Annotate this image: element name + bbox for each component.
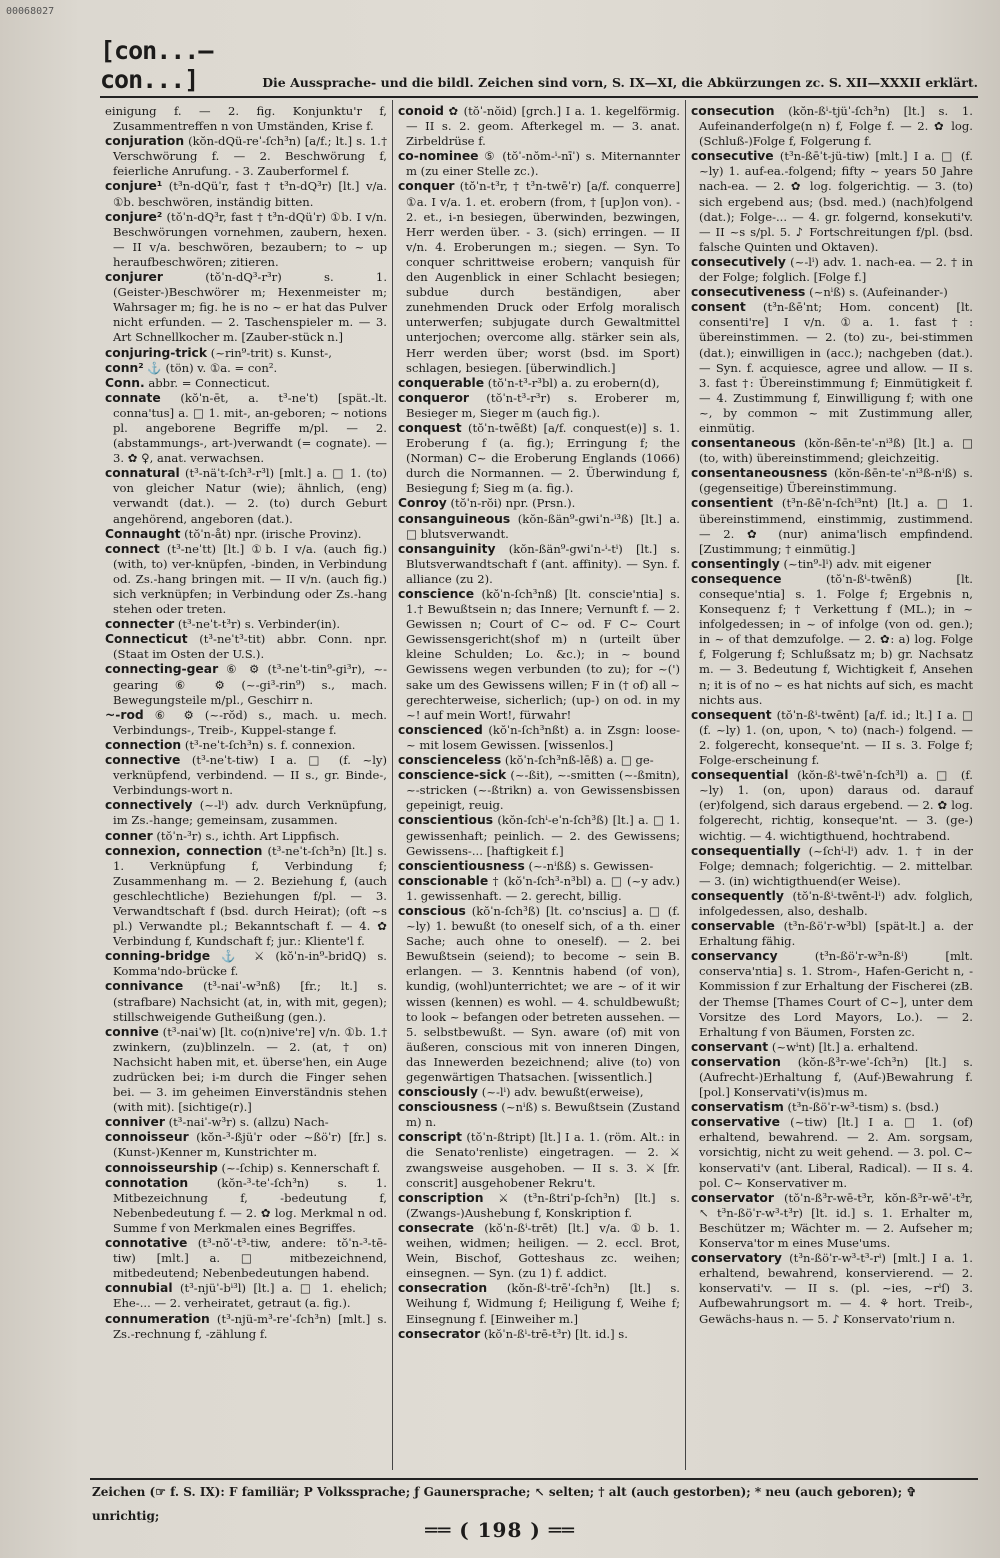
dictionary-entry bbox=[398, 874, 680, 904]
entry-headword: consequential bbox=[691, 768, 789, 783]
dictionary-entry bbox=[105, 979, 387, 1024]
entry-headword: consentingly bbox=[691, 556, 780, 571]
dictionary-entry bbox=[105, 104, 387, 134]
entry-definition: (~nⁱß) s. Bewußtsein (Zustand m) n. bbox=[406, 1100, 680, 1130]
entry-headword: consentaneousness bbox=[691, 466, 828, 481]
dictionary-entry bbox=[105, 1312, 387, 1342]
entry-headword: consecution bbox=[691, 104, 775, 118]
dictionary-entry bbox=[105, 210, 387, 270]
entry-definition: einigung f. — 2. fig. Konjunktu'r f, Zusammentreffen n von Umständen, Krise f. bbox=[105, 104, 387, 134]
entry-definition: (tŏˈn-ß³r-wē-t³r, kŏn-ß³r-wēˈ-t³r, ↖ t³n-ßöˈr-w³-t³r) [lt. id.] s. 1. Erhalter m, Beschützer m; Wächter m. — 2. Aufseher m; Konserva'tor m eines Muse'ums. bbox=[699, 1190, 973, 1251]
entry-headword: connective bbox=[105, 753, 181, 768]
entry-headword: conservative bbox=[691, 1115, 780, 1130]
entry-headword: connatural bbox=[105, 466, 180, 481]
dictionary-entry bbox=[105, 1161, 387, 1176]
entry-definition: (t³n-ßöˈr-w³bl) [spät-lt.] a. der Erhaltung fähig. bbox=[699, 919, 973, 949]
entry-definition: (t³n-dQüˈr, fast † t³n-dQ³r) [lt.] v/a. ①b. beschwören, inständig bitten. bbox=[113, 179, 387, 209]
column-2 bbox=[392, 100, 685, 1470]
entry-headword: conservation bbox=[691, 1054, 781, 1069]
entry-headword: conquest bbox=[398, 420, 462, 435]
entry-headword: connoisseur bbox=[105, 1130, 189, 1145]
dictionary-entry bbox=[691, 436, 973, 466]
entry-definition: (kŏˈn-ſch³nßt) a. in Zsgn: loose-~ mit losem Gewissen. [wissenlos.] bbox=[406, 722, 680, 752]
dictionary-entry bbox=[105, 1236, 387, 1281]
entry-definition: (kŏn-ßän⁹-gwiˈn-ⁱ-tⁱ) [lt.] s. Blutsverwandtschaft f (ant. affinity). — Syn. f. alliance (zu 2). bbox=[406, 541, 680, 586]
entry-headword: consent bbox=[691, 300, 746, 315]
entry-headword: consecrator bbox=[398, 1326, 481, 1341]
dictionary-entry bbox=[691, 300, 973, 436]
entry-headword: consequentially bbox=[691, 843, 801, 858]
entry-definition: (t³-neˈtt) [lt.] ①b. I v/a. (auch fig.) (with, to) ver-knüpfen, -binden, in Verbindung od. Zs.-hang bringen mit. — II v/n. (auch fig.) sich verknüpfen; in Verbindung oder Zs.-hang stehen oder treten. bbox=[113, 541, 387, 617]
entry-headword: conscience bbox=[398, 587, 475, 601]
entry-headword: connoisseurship bbox=[105, 1160, 218, 1175]
entry-headword: connectively bbox=[105, 798, 193, 813]
entry-headword: conscription bbox=[398, 1190, 484, 1205]
dictionary-entry bbox=[398, 1221, 680, 1281]
page-number-line bbox=[0, 1518, 1000, 1542]
entry-headword: conservatory bbox=[691, 1251, 782, 1266]
dictionary-entry bbox=[691, 1055, 973, 1100]
entry-definition: (~ſchⁱ-lⁱ) adv. 1. † in der Folge; demnach; folgerichtig. — 2. mittelbar. — 3. (in) wichtigthuend(er Weise). bbox=[699, 843, 973, 888]
dictionary-entry bbox=[691, 1251, 973, 1326]
entry-definition: (t³-neˈt-ſch³n) s. f. connexion. bbox=[181, 737, 356, 752]
entry-headword: conscience-sick bbox=[398, 768, 507, 783]
entry-definition: (~nⁱß) s. (Aufeinander-) bbox=[805, 285, 948, 300]
dictionary-entry bbox=[105, 798, 387, 828]
dictionary-entry bbox=[105, 753, 387, 798]
entry-headword: connive bbox=[105, 1024, 159, 1039]
entry-definition: (kŏn-ſchⁱ-eˈn-ſch³ß) [lt.] a. □ 1. gewissenhaft; peinlich. — 2. des Gewissens; Gewissens-... [haftigkeit f.] bbox=[406, 813, 680, 858]
entry-headword: Conroy bbox=[398, 496, 447, 511]
dictionary-entry bbox=[105, 346, 387, 361]
entry-headword: conquer bbox=[398, 179, 455, 194]
dictionary-entry bbox=[691, 496, 973, 556]
dictionary-entry bbox=[398, 587, 680, 723]
entry-definition: (kŏn-ßēn-teˈ-nⁱ³ß) [lt.] a. □ (to, with) übereinstimmend; gleichzeitig. bbox=[699, 436, 973, 466]
dictionary-entry bbox=[105, 949, 387, 979]
dictionary-entry bbox=[398, 1191, 680, 1221]
dictionary-entry bbox=[398, 723, 680, 753]
entry-definition: ✿ (tŏˈ-nŏid) [grch.] I a. 1. kegelförmig. — II s. 2. geom. Afterkegel m. — 3. anat. Zirbeldrüse f. bbox=[406, 104, 680, 149]
symbol-legend: Zeichen (☞ f. S. IX): F familiär; P Volkssprache; ƒ Gaunersprache; ↖ selten; † alt (auch gestorben); * neu (auch geboren); ✞ unrichtig; bbox=[90, 1478, 978, 1508]
dictionary-entry bbox=[691, 557, 973, 572]
entry-definition: (kŏn-ßⁱ-twēˈn-ſch³l) a. □ (f. ~ly) 1. (on, upon) daraus od. darauf (er)folgend, sich daraus ergebend. — 2. ✿ log. folgerecht, richtig, konseque'nt. — 3. (ge-) wichtig. — 4. wichtigthuend, hochtrabend. bbox=[699, 768, 973, 843]
scan-id: 00068027 bbox=[6, 6, 55, 17]
entry-headword: consequence bbox=[691, 571, 782, 586]
entry-definition: (~tin⁹-lⁱ) adv. mit eigener bbox=[779, 556, 932, 571]
entry-headword: consequent bbox=[691, 707, 772, 722]
dictionary-entry bbox=[691, 1100, 973, 1115]
page-header bbox=[100, 36, 978, 98]
entry-headword: connecting-gear bbox=[105, 662, 219, 677]
entry-definition: (~-lⁱ) adv. 1. nach-ea. — 2. † in der Folge; folglich. [Folge f.] bbox=[699, 254, 973, 285]
column-3 bbox=[685, 100, 978, 1470]
entry-definition: (tŏˈn-åt) npr. (irische Provinz). bbox=[180, 526, 362, 541]
dictionary-entry bbox=[105, 662, 387, 707]
dictionary-entry bbox=[105, 1115, 387, 1130]
dictionary-entry bbox=[105, 270, 387, 345]
dictionary-entry bbox=[105, 542, 387, 617]
entry-definition: ⑥ ⚙ (~-rŏd) s., mach. u. mech. Verbindungs-, Treib-, Kuppel-stange f. bbox=[113, 707, 387, 737]
entry-headword: consanguineous bbox=[398, 511, 511, 526]
dictionary-entry bbox=[398, 1100, 680, 1130]
dictionary-entry bbox=[398, 904, 680, 1085]
entry-headword: connect bbox=[105, 541, 160, 556]
entry-headword: consecutiveness bbox=[691, 285, 806, 300]
header-note: Die Aussprache- und die bildl. Zeichen sind vorn, S. IX—XI, die Abkürzungen zc. S. XII—XXXII erklärt. bbox=[262, 75, 978, 90]
dictionary-entry bbox=[105, 1025, 387, 1116]
entry-definition: abbr. = Connecticut. bbox=[144, 375, 270, 390]
dictionary-entry bbox=[398, 813, 680, 858]
entry-headword: consecutive bbox=[691, 149, 774, 164]
entry-definition: (t³n-ßēˈnt; Hom. concent) [lt. consenti're] I v/n. ①a. 1. fast †: übereinstimmen. — 2. (to) zu-, bei-stimmen (dat.); einwilligen in (acc.); nachgeben (dat.). — Syn. f. acquiesce, agree und allow. — II s. 3. fast †: Übereinstimmung f; Einmütigkeit f. — 4. Zustimmung f, Einwilligung f; with one ~, by common ~ mit Zustimmung aller, einmütig. bbox=[699, 300, 973, 435]
entry-definition: (kŏn-ßän⁹-gwiˈn-ⁱ³ß) [lt.] a. □ blutsverwandt. bbox=[406, 511, 680, 541]
entry-definition: (tŏˈn-ßⁱ-twēnß) [lt. conseque'ntia] s. 1. Folge f; Ergebnis n, Konsequenz f; † Verkettung f (ML.); in ~ infolgedessen; in ~ of infolge (von od. gen.); in ~ of that demzufolge. — 2. ✿: a) log. Folge f, Folgerung f; Schlußsatz m; b) gr. Nachsatz m. — 3. Bedeutung f, Wichtigkeit f, Ansehen n; it is of no ~ es hat nichts auf sich, es macht nichts aus. bbox=[699, 571, 973, 707]
dictionary-entry bbox=[691, 572, 973, 708]
entry-headword: consentaneous bbox=[691, 436, 796, 451]
dictionary-entry bbox=[105, 829, 387, 844]
entry-definition: (~-ſchip) s. Kennerschaft f. bbox=[217, 1160, 381, 1175]
entry-definition: (tŏˈn-ßⁱ-twēnt-lⁱ) adv. folglich, infolgedessen, also, deshalb. bbox=[699, 888, 973, 918]
dictionary-entry bbox=[105, 632, 387, 662]
entry-headword: connexion, connection bbox=[105, 843, 263, 858]
entry-definition: (kŏn-ßēn-teˈ-nⁱ³ß-nⁱß) s. (gegenseitige) Übereinstimmung. bbox=[699, 466, 973, 496]
dictionary-entry bbox=[398, 768, 680, 813]
entry-definition: (tŏˈn-dQ³r, fast † t³n-dQüˈr) ①b. I v/n. Beschwörungen vornehmen, zaubern, hexen. — II v/a. beschwören, bezaubern; to ~ up heraufbeschwören; zitieren. bbox=[113, 209, 387, 269]
entry-headword: consequently bbox=[691, 888, 784, 903]
dictionary-entry bbox=[691, 844, 973, 889]
entry-definition: (tŏˈn-t³-r³r) s. Eroberer m, Besieger m, Sieger m (auch fig.). bbox=[406, 390, 680, 420]
dictionary-entry bbox=[691, 255, 973, 285]
entry-headword: conner bbox=[105, 828, 153, 843]
entry-headword: connivance bbox=[105, 979, 184, 994]
entry-headword: conn² bbox=[105, 360, 144, 375]
entry-headword: conjuring-trick bbox=[105, 345, 208, 360]
entry-definition: † (kŏˈn-ſch³-n³bl) a. □ (~y adv.) 1. gewissenhaft. — 2. gerecht, billig. bbox=[406, 873, 680, 903]
dictionary-entry bbox=[105, 134, 387, 179]
entry-definition: (t³n-ßöˈr-w³n-ßⁱ) [mlt. conserva'ntia] s. 1. Strom-, Hafen-Gericht n, -Kommission f zur Erhaltung der Fischerei (zB. der Themse [Thames Court of C~], unter dem Vorsitze des Lord Mayors, Lo.). — 2. Erhaltung f von Bäumen, Forsten zc. bbox=[699, 949, 973, 1039]
entry-headword: Connecticut bbox=[105, 632, 188, 647]
dictionary-entry bbox=[691, 708, 973, 768]
entry-headword: conservant bbox=[691, 1039, 769, 1054]
right-rule-glyph: ══ bbox=[548, 1518, 575, 1542]
entry-definition: (kŏˈn-ſch³nß) [lt. conscie'ntia] s. 1.† Bewußtsein n; das Innere; Vernunft f. — 2. Gewissen n; Court of C~ od. F C~ Court Gewissensgericht(shof m) n (urteilt über kleine Schulden; Lo. &c.); in ~ bound Gewissens wegen verbunden (to zu); for ~(') sake um des Gewissens willen; F in († of) all ~ gerechterweise, sicherlich; (up-) on od. in my ~! auf mein Wort!, fürwahr! bbox=[406, 587, 680, 722]
entry-definition: (tŏˈn-rŏi) npr. (Prsn.). bbox=[446, 496, 576, 511]
entry-definition: (t³-neˈt-ſch³n) [lt.] s. 1. Verknüpfung f, Verbindung f; Zusammenhang m. — 2. Beziehung f, (auch geschlechtliche) Beziehungen f/pl. — 3. Verwandtschaft f (bsd. durch Heirat); (oft ~s pl.) Verwandte pl.; Bekanntschaft f. — 4. ✿ Verbindung f, Kundschaft f; jur.: Kliente'l f. bbox=[113, 843, 387, 949]
dictionary-entry bbox=[398, 859, 680, 874]
entry-headword: conservatism bbox=[691, 1100, 784, 1115]
entry-definition: (kŏˈn-ßⁱ-trēt) [lt.] v/a. ①b. 1. weihen, widmen; heiligen. — 2. eccl. Brot, Wein, Bischof, Gotteshaus zc. weihen; einsegnen. — Syn. (zu 1) f. addict. bbox=[406, 1220, 680, 1281]
entry-definition: (t³-neˈt³-tit) abbr. Conn. npr. (Staat im Osten der U.S.). bbox=[113, 632, 387, 662]
entry-definition: ⚔ (t³n-ßtriˈp-ſch³n) [lt.] s. (Zwangs-)Aushebung f, Konskription f. bbox=[406, 1190, 680, 1220]
entry-headword: consanguinity bbox=[398, 541, 496, 556]
entry-definition: (kŏˈn-ßⁱ-trē-t³r) [lt. id.] s. bbox=[480, 1326, 628, 1341]
dictionary-entry bbox=[105, 844, 387, 950]
entry-headword: conservable bbox=[691, 919, 775, 934]
dictionary-entry bbox=[398, 1327, 680, 1342]
dictionary-entry bbox=[398, 391, 680, 421]
entry-headword: connection bbox=[105, 737, 182, 752]
dictionary-entry bbox=[398, 1281, 680, 1326]
entry-definition: (tŏˈn-ßⁱ-twēnt) [a/f. id.; lt.] I a. □ (f. ~ly) 1. (on, upon, ↖ to) (nach-) folgend. — 2. folgerecht, konseque'nt. — II s. 3. Folge f; Folge-erscheinung f. bbox=[699, 707, 973, 768]
dictionary-entry bbox=[105, 1281, 387, 1311]
entry-definition: (tŏˈn-t³-r³bl) a. zu erobern(d), bbox=[484, 375, 660, 390]
guide-words: [con...—con...] bbox=[100, 36, 213, 94]
dictionary-entry bbox=[105, 1176, 387, 1236]
entry-definition: (kŏn-ß³r-weˈ-ſch³n) [lt.] s. (Aufrecht-)Erhaltung f, (Auf-)Bewahrung f. [pol.] Konservati'v(is)mus m. bbox=[699, 1054, 973, 1100]
entry-headword: conniver bbox=[105, 1115, 165, 1130]
entry-definition: (t³-neˈt-tiw) I a. □ (f. ~ly) verknüpfend, verbindend. — II s., gr. Binde-, Verbindungs-wort n. bbox=[113, 753, 387, 798]
entry-headword: connotation bbox=[105, 1175, 189, 1190]
entry-definition: (t³-naiˈ-w³r) s. (allzu) Nach- bbox=[164, 1115, 329, 1130]
entry-definition: (~-lⁱ) adv. durch Verknüpfung, im Zs.-hange; gemeinsam, zusammen. bbox=[113, 798, 387, 828]
entry-headword: connate bbox=[105, 390, 161, 405]
entry-headword: consecutively bbox=[691, 254, 786, 269]
dictionary-entry bbox=[398, 149, 680, 179]
dictionary-entry bbox=[691, 889, 973, 919]
entry-headword: Conn. bbox=[105, 375, 145, 390]
dictionary-entry bbox=[398, 542, 680, 587]
dictionary-entry bbox=[105, 1130, 387, 1160]
entry-headword: consentient bbox=[691, 496, 773, 511]
dictionary-entry bbox=[691, 1115, 973, 1190]
entry-headword: conjure² bbox=[105, 209, 163, 224]
entry-definition: (t³-njüˈ-bⁱ³l) [lt.] a. □ 1. ehelich; Ehe-... — 2. verheiratet, getraut (a. fig.). bbox=[113, 1281, 387, 1311]
dictionary-entry bbox=[398, 496, 680, 511]
entry-headword: conservator bbox=[691, 1190, 774, 1205]
entry-headword: conscientiousness bbox=[398, 858, 525, 873]
entry-definition: (kŏn-³-teˈ-ſch³n) s. 1. Mitbezeichnung f, -bedeutung f, Nebenbedeutung f. — 2. ✿ log. Merkmal n od. Summe f von Merkmalen eines Begriffes. bbox=[113, 1175, 387, 1235]
dictionary-entry bbox=[691, 949, 973, 1040]
entry-definition: (tŏˈn-t³r, † t³n-twēˈr) [a/f. conquerre] ①a. I v/a. 1. et. erobern (from, † [up]on von). - 2. et., i-n besiegen, überwinden, bezwingen, Herr werden über. - 3. (sich) erringen. — II v/n. 4. Eroberungen m.; siegen. — Syn. To conquer schrittweise erobern; vanquish für den Augenblick in einer Schlacht besiegen; subdue durch beständigen, aber zunehmenden Druck oder Erfolg moralisch unterwerfen; subjugate durch Gewaltmittel unterjochen; overcome allg. stärker sein als, Herr werden über; worst (bsd. im Sport) schlagen, besiegen. [überwindlich.] bbox=[406, 179, 680, 375]
dictionary-entry bbox=[105, 617, 387, 632]
entry-definition: (~-lⁱ) adv. bewußt(erweise), bbox=[478, 1085, 644, 1100]
entry-definition: (~tiw) [lt.] I a. □ 1. (of) erhaltend, bewahrend. — 2. Am. sorgsam, vorsichtig, nicht zu weit gehend. — 3. pol. C~ konservati'v (ant. Liberal, Radical). — II s. 4. pol. C~ Konservativer m. bbox=[699, 1115, 973, 1190]
entry-definition: (kŏn-ßⁱ-trēˈ-ſch³n) [lt.] s. Weihung f, Widmung f; Heiligung f, Weihe f; Einsegnung f. [Einweiher m.] bbox=[406, 1281, 680, 1326]
dictionary-entry bbox=[398, 1085, 680, 1100]
entry-headword: conscionable bbox=[398, 873, 489, 888]
entry-headword: conoid bbox=[398, 104, 444, 118]
entry-headword: conning-bridge bbox=[105, 949, 211, 964]
entry-definition: (tŏˈn-³r) s., ichth. Art Lippfisch. bbox=[152, 828, 340, 843]
dictionary-entry bbox=[398, 1130, 680, 1190]
dictionary-entry bbox=[691, 768, 973, 843]
entry-definition: (t³-nŏˈ-t³-tiw, andere: tŏˈn-³-tē-tiw) [mlt.] a. □ mitbezeichnend, mitbedeutend; Nebenbedeutungen habend. bbox=[113, 1236, 387, 1281]
entry-definition: ⚓ (tön) v. ①a. = con². bbox=[143, 360, 278, 375]
entry-definition: (tŏˈn-twēßt) [a/f. conquest(e)] s. 1. Eroberung f (a. fig.); Erringung f; the (Norman) C~ die Eroberung Englands (1066) durch die Normannen. — 2. Überwindung f, Besiegung f; Sieg m (a. fig.). bbox=[406, 420, 680, 496]
dictionary-entry bbox=[691, 285, 973, 300]
entry-definition: (kŏn-dQü-reˈ-ſch³n) [a/f.; lt.] s. 1.† Verschwörung f. — 2. Beschwörung f, feierliche Anrufung. - 3. Zauberformel f. bbox=[113, 134, 387, 179]
dictionary-entry bbox=[691, 919, 973, 949]
entry-definition: (t³n-ßöˈr-w³-tism) s. (bsd.) bbox=[783, 1100, 939, 1115]
entry-headword: conjure¹ bbox=[105, 179, 163, 194]
dictionary-entry bbox=[398, 753, 680, 768]
entry-definition: (kŏn-ßⁱ-tjüˈ-ſch³n) [lt.] s. 1. Aufeinanderfolge(n n) f, Folge f. — 2. ✿ log. (Schluß-)Folge f, Folgerung f. bbox=[699, 104, 973, 149]
entry-definition: (t³n-ßēˈn-ſchⁱ³nt) [lt.] a. □ 1. übereinstimmend, einstimmig, zustimmend. — 2. ✿ (nur) anima'lisch empfindend. [Zustimmung; † einmütig.] bbox=[699, 496, 973, 556]
entry-headword: co-nominee bbox=[398, 149, 479, 164]
entry-definition: (t³-naiˈ-w³nß) [fr.; lt.] s. (strafbare) Nachsicht (at, in, with mit, gegen); stillschweigende Gutheißung (gen.). bbox=[113, 979, 387, 1024]
entry-headword: conservancy bbox=[691, 949, 778, 964]
entry-definition: ⚓ ⚔ (kŏˈn-in⁹-bridQ) s. Komma'ndo-brücke f. bbox=[113, 949, 387, 979]
entry-definition: (tŏˈn-dQ³-r³r) s. 1. (Geister-)Beschwörer m; Hexenmeister m; Wahrsager m; fig. he is no ~ er hat das Pulver nicht erfunden. — 2. Taschenspieler m. — 3. Art Schnellkocher m. [Zauber-stück n.] bbox=[113, 270, 387, 345]
entry-definition: (kŏn-³-ßjüˈr oder ~ßöˈr) [fr.] s. (Kunst-)Kenner m, Kunstrichter m. bbox=[113, 1130, 387, 1160]
entry-headword: ~-rod bbox=[105, 707, 144, 722]
entry-definition: (t³n-ßēˈt-jü-tiw) [mlt.] I a. □ (f. ~ly) 1. auf-ea.-folgend; fifty ~ years 50 Jahre nach-ea. — 2. ✿ log. folgerichtig. — 3. (to) sich ergebend aus; (bsd. med.) (nach)folgend (dat.); Folge-... — 4. gr. folgernd, konsekuti'v. — II ~s s/pl. 5. ♪ Fortschreitungen f/pl. (bsd. falsche Quinten und Oktaven). bbox=[699, 149, 973, 254]
entry-headword: consecrate bbox=[398, 1220, 475, 1235]
dictionary-entry bbox=[398, 104, 680, 149]
dictionary-entry bbox=[105, 179, 387, 209]
entry-definition: (~-ßit), ~-smitten (~-ßmitn), ~-stricken (~-ßtrikn) a. von Gewissensbissen gepeinigt, reuig. bbox=[406, 768, 680, 813]
entry-definition: (t³-njü-m³-reˈ-ſch³n) [mlt.] s. Zs.-rechnung f, -zählung f. bbox=[113, 1311, 387, 1341]
entry-definition: (~wⁱnt) [lt.] a. erhaltend. bbox=[768, 1039, 919, 1054]
entry-definition: (t³-näˈt-ſch³-r³l) [mlt.] a. □ 1. (to) von gleicher Natur (wie); ähnlich, (eng) verwandt (dat.). — 2. (to) durch Geburt angehörend, angeboren (dat.). bbox=[113, 466, 387, 526]
dictionary-entry bbox=[691, 466, 973, 496]
entry-headword: Connaught bbox=[105, 526, 181, 541]
entry-definition: ⑥ ⚙ (t³-neˈt-tin⁹-gi³r), ~-gearing ⑥ ⚙ (~-gi³-rin⁹) s., mach. Bewegungsteile m/pl., Geschirr n. bbox=[113, 662, 387, 707]
dictionary-entry bbox=[105, 738, 387, 753]
entry-definition: (kŏˈn-ſch³nß-lēß) a. □ ge- bbox=[501, 753, 654, 768]
entry-definition: (t³-naiˈw) [lt. co(n)nive're] v/n. ①b. 1.† zwinkern, (zu)blinzeln. — 2. (at, † on) Nachsicht haben mit, et. überse'hen, ein Auge zudrücken bei; i-m durch die Finger sehen bei. — 3. im geheimen Einverständnis stehen (with mit). [sichtige(r).] bbox=[113, 1024, 387, 1115]
entry-definition: (t³-neˈt-t³r) s. Verbinder(in). bbox=[174, 617, 341, 632]
dictionary-entry bbox=[398, 376, 680, 391]
entry-headword: connubial bbox=[105, 1281, 173, 1296]
dictionary-entry bbox=[105, 361, 387, 376]
entry-headword: conscienceless bbox=[398, 753, 502, 768]
entry-headword: conjurer bbox=[105, 270, 163, 285]
dictionary-entry bbox=[398, 179, 680, 375]
entry-headword: conquerable bbox=[398, 375, 485, 390]
entry-headword: consciousness bbox=[398, 1100, 498, 1115]
entry-definition: (~rin⁹-trit) s. Kunst-, bbox=[207, 345, 332, 360]
page-number: ( 198 ) bbox=[459, 1518, 541, 1542]
entry-headword: conqueror bbox=[398, 390, 469, 405]
entry-headword: connecter bbox=[105, 617, 175, 632]
entry-headword: conscientious bbox=[398, 813, 494, 828]
entry-headword: consecration bbox=[398, 1281, 488, 1296]
entry-headword: conscienced bbox=[398, 722, 483, 737]
entry-headword: consciously bbox=[398, 1085, 479, 1100]
entry-definition: (~-nⁱßß) s. Gewissen- bbox=[524, 858, 654, 873]
dictionary-entry bbox=[105, 466, 387, 526]
entry-headword: connotative bbox=[105, 1236, 188, 1251]
entry-definition: (t³n-ßöˈr-w³-t³-rⁱ) [mlt.] I a. 1. erhaltend, bewahrend, konservierend. — 2. konservati'v. — II s. (pl. ~ies, ~rⁱſ) 3. Aufbewahrungsort m. — 4. ⚘ hort. Treib-, Gewächs-haus n. — 5. ♪ Konservato'rium n. bbox=[699, 1251, 973, 1326]
dictionary-entry bbox=[691, 1191, 973, 1251]
dictionary-entry bbox=[398, 421, 680, 496]
dictionary-entry bbox=[105, 527, 387, 542]
entry-headword: connumeration bbox=[105, 1311, 210, 1326]
entry-columns bbox=[100, 100, 978, 1470]
entry-headword: conscious bbox=[398, 903, 466, 918]
entry-definition: (tŏˈn-ßtript) [lt.] I a. 1. (röm. Alt.: in die Senato'renliste) eingetragen. — 2. ⚔ zwangsweise ausgehoben. — II s. 3. ⚔ [fr. conscrit] ausgehobener Rekru't. bbox=[406, 1130, 680, 1190]
dictionary-entry bbox=[105, 708, 387, 738]
entry-definition: ⑤ (tŏˈ-nŏm-ⁱ-nīˈ) s. Miternannter m (zu einer Stelle zc.). bbox=[406, 149, 680, 179]
entry-headword: conscript bbox=[398, 1130, 463, 1145]
entry-headword: conjuration bbox=[105, 134, 185, 149]
dictionary-entry bbox=[105, 391, 387, 466]
dictionary-entry bbox=[691, 1040, 973, 1055]
dictionary-entry bbox=[105, 376, 387, 391]
dictionary-entry bbox=[691, 149, 973, 255]
dictionary-entry bbox=[691, 104, 973, 149]
dictionary-entry bbox=[398, 512, 680, 542]
column-1 bbox=[100, 100, 392, 1470]
entry-definition: (kŏˈn-ēt, a. t³-neˈt) [spät.-lt. conna'tus] a. □ 1. mit-, an-geboren; ~ notions pl. angeborene Begriffe m/pl. — 2. (abstammungs-, art-)verwandt (= cognate). — 3. ✿ ♀, anat. verwachsen. bbox=[113, 390, 387, 466]
entry-definition: (kŏˈn-ſch³ß) [lt. co'nscius] a. □ (f. ~ly) 1. bewußt (to oneself sich, of a th. einer Sache; auch ohne to oneself). — 2. bei Bewußtsein (seiend); to become ~ sein B. erlangen. — 3. Kenntnis habend (of von), kundig, (wohl)unterrichtet; we are ~ of it wir wissen (kennen) es wohl. — 4. schuldbewußt; to look ~ befangen oder betreten aussehen. — 5. selbstbewußt. — Syn. aware (of) mit von äußeren, conscious mit von inneren Dingen, das Innewerden bezeichnend; alive (to) von gegenwärtigen Thatsachen. [wissentlich.] bbox=[406, 903, 680, 1084]
left-rule-glyph: ══ bbox=[425, 1518, 452, 1542]
